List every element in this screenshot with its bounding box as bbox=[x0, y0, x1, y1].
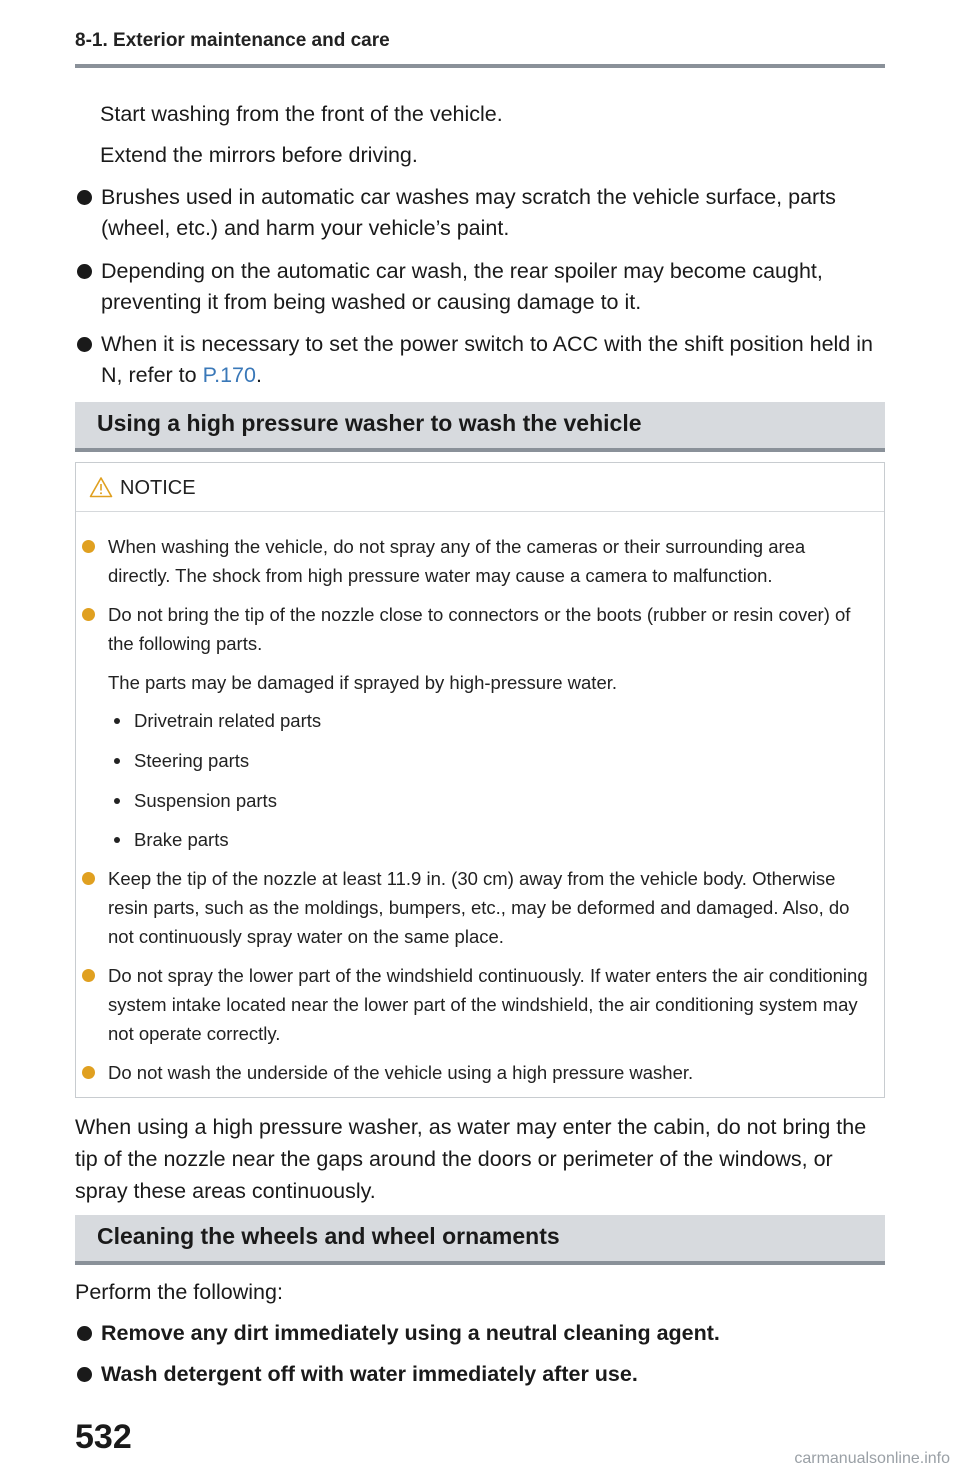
bullet-dot bbox=[77, 264, 92, 279]
bullet-dot bbox=[77, 1367, 92, 1382]
page-reference-link[interactable]: P.170 bbox=[202, 363, 256, 387]
part-item bbox=[112, 746, 712, 775]
part-bullet-dot bbox=[114, 758, 120, 764]
intro-line-2: Extend the mirrors before driving. bbox=[100, 143, 418, 167]
page-number: 532 bbox=[75, 1418, 132, 1456]
bullet-dot bbox=[77, 1326, 92, 1341]
bullet-spoiler bbox=[75, 256, 890, 318]
part-text: Drivetrain related parts bbox=[134, 710, 322, 731]
section-header: 8-1. Exterior maintenance and care bbox=[75, 30, 390, 51]
bullet-brushes bbox=[75, 182, 890, 244]
notice-item-text: Do not wash the underside of the vehicle using a high pressure washer. bbox=[108, 1062, 694, 1083]
bullet-text: Wash detergent off with water immediately after use. bbox=[101, 1362, 638, 1386]
notice-bullet-dot bbox=[82, 969, 95, 982]
notice-bullet-dot bbox=[82, 608, 95, 621]
notice-bullet-dot bbox=[82, 1066, 95, 1079]
notice-item-text: Keep the tip of the nozzle at least 11.9 in. (30 cm) away from the vehicle body. Otherwise resin parts, such as the moldings, bumpers, etc., may be deformed and damaged. Also, do not continuously spray water on the same place. bbox=[108, 868, 850, 947]
notice-item-distance bbox=[80, 864, 872, 951]
notice-item-text: Do not bring the tip of the nozzle close to connectors or the boots (rubber or resin cover) of the following parts. bbox=[108, 604, 851, 654]
bullet-text: Brushes used in automatic car washes may scratch the vehicle surface, parts (wheel, etc.) and harm your vehicle’s paint. bbox=[101, 185, 836, 240]
part-bullet-dot bbox=[114, 718, 120, 724]
bullet-text: When it is necessary to set the power switch to ACC with the shift position held in N, refer to bbox=[101, 332, 873, 387]
notice-header bbox=[76, 463, 884, 512]
part-text: Suspension parts bbox=[134, 790, 277, 811]
header-rule bbox=[75, 64, 885, 68]
bullet-text: Depending on the automatic car wash, the rear spoiler may become caught, preventing it from being washed or causing damage to it. bbox=[101, 259, 823, 314]
part-bullet-dot bbox=[114, 837, 120, 843]
bullet-dot bbox=[77, 337, 92, 352]
section-heading-high-pressure bbox=[75, 402, 885, 452]
notice-sub-note: The parts may be damaged if sprayed by high-pressure water. bbox=[108, 672, 618, 693]
section-title: Using a high pressure washer to wash the vehicle bbox=[97, 410, 642, 436]
notice-item-text: When washing the vehicle, do not spray any of the cameras or their surrounding area directly. The shock from high pressure water may cause a camera to malfunction. bbox=[108, 536, 806, 586]
watermark: carmanualsonline.info bbox=[794, 1450, 950, 1467]
notice-item-underside bbox=[80, 1058, 872, 1087]
part-text: Steering parts bbox=[134, 750, 250, 771]
part-text: Brake parts bbox=[134, 829, 229, 850]
section-heading-wheels bbox=[75, 1215, 885, 1265]
notice-bullet-dot bbox=[82, 872, 95, 885]
notice-item-nozzle bbox=[80, 600, 872, 658]
part-item bbox=[112, 825, 712, 854]
part-item bbox=[112, 706, 712, 735]
section-title: Cleaning the wheels and wheel ornaments bbox=[97, 1223, 560, 1249]
wheel-bullet-remove-dirt bbox=[75, 1318, 890, 1349]
notice-item-cameras bbox=[80, 532, 872, 590]
bullet-power-switch bbox=[75, 329, 890, 391]
notice-item-windshield bbox=[80, 961, 872, 1048]
bullet-suffix: . bbox=[255, 363, 262, 387]
notice-title: NOTICE bbox=[120, 477, 196, 499]
notice-bullet-dot bbox=[82, 540, 95, 553]
warning-triangle-icon bbox=[89, 476, 113, 498]
bullet-text: Remove any dirt immediately using a neutral cleaning agent. bbox=[101, 1321, 720, 1345]
wheel-bullet-wash-detergent bbox=[75, 1359, 890, 1390]
bullet-dot bbox=[77, 190, 92, 205]
part-item bbox=[112, 786, 712, 815]
part-bullet-dot bbox=[114, 798, 120, 804]
notice-item-text: Do not spray the lower part of the windshield continuously. If water enters the air conditioning system intake located near the lower part of the windshield, the air conditioning system may not operate correctly. bbox=[108, 965, 868, 1044]
washer-paragraph: When using a high pressure washer, as water may enter the cabin, do not bring the tip of the nozzle near the gaps around the doors or perimeter of the windows, or spray these areas continuously. bbox=[75, 1115, 867, 1203]
intro-line-1: Start washing from the front of the vehicle. bbox=[100, 102, 503, 126]
perform-label: Perform the following: bbox=[75, 1280, 283, 1304]
